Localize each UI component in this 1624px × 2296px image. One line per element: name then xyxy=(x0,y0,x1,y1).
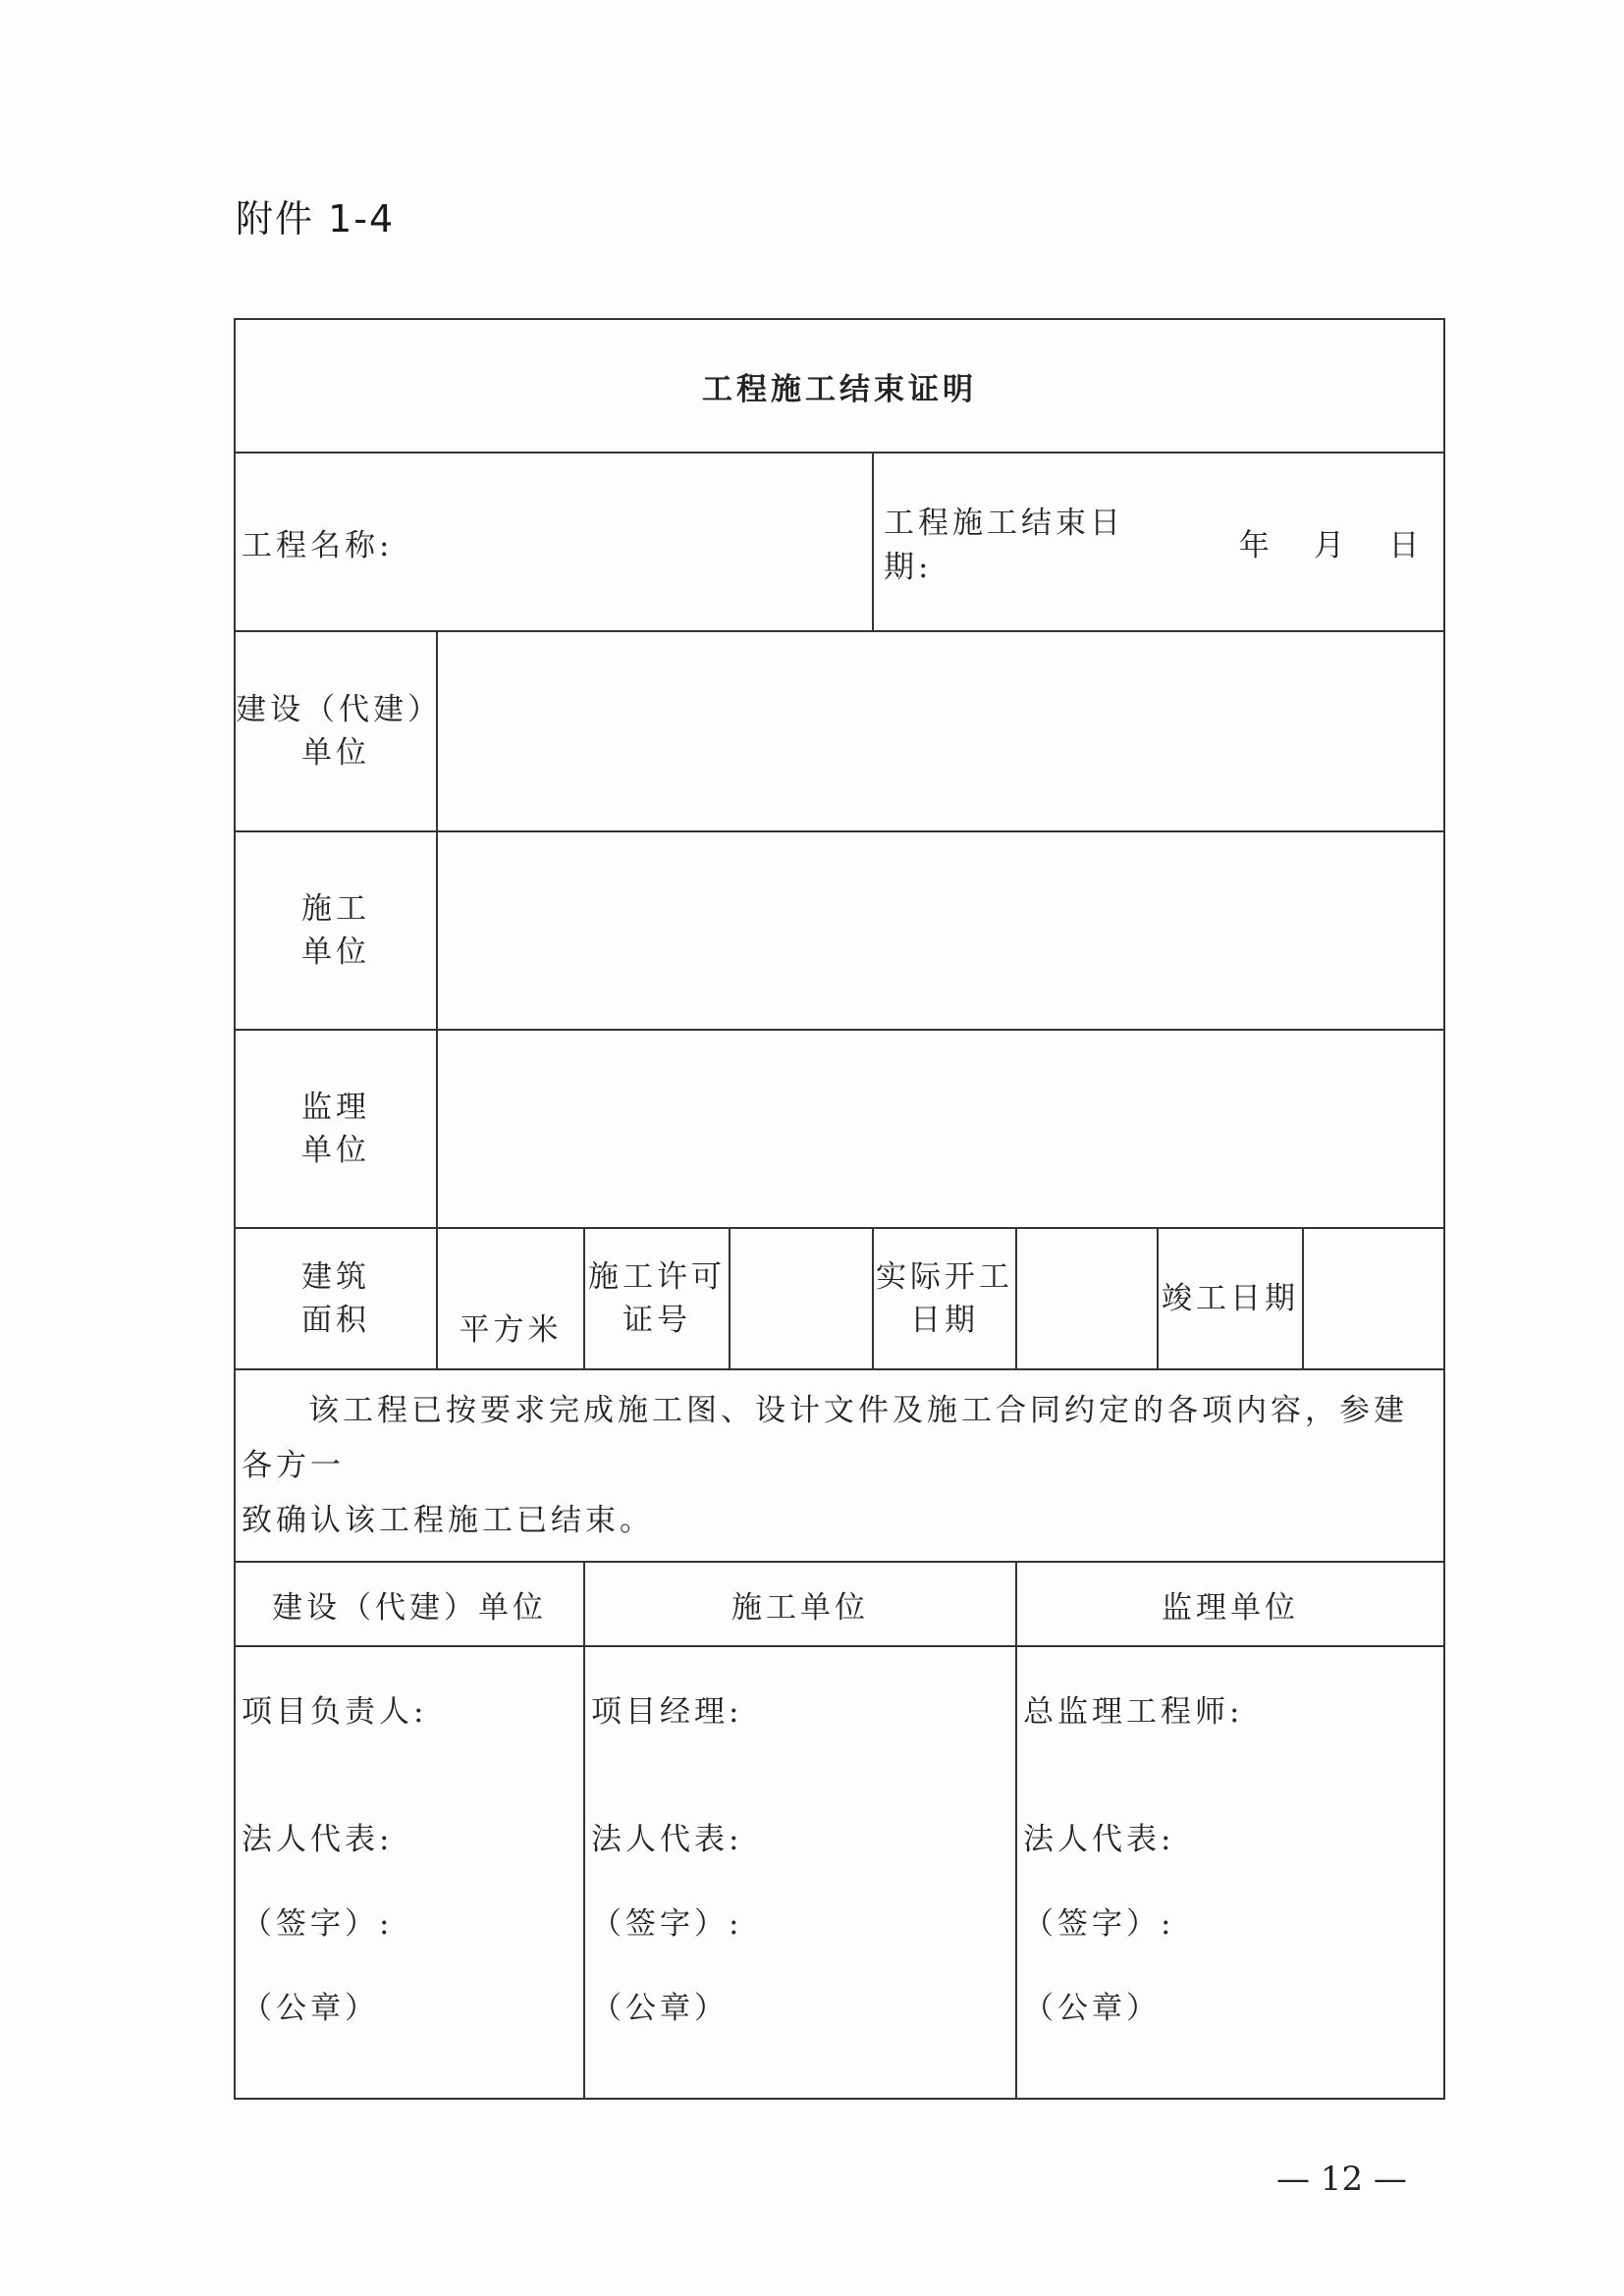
building-area-field[interactable] xyxy=(437,1228,584,1369)
legal-representative-label: 法人代表: xyxy=(1023,1822,1175,1857)
project-name-cell[interactable] xyxy=(235,453,873,631)
building-area-label: 建筑 面积 xyxy=(235,1228,437,1369)
column-header-builder: 建设（代建）单位 xyxy=(235,1562,584,1646)
chief-supervisor-label: 总监理工程师: xyxy=(1023,1694,1244,1730)
form-title: 工程施工结束证明 xyxy=(235,319,1444,453)
seal-label: （公章） xyxy=(1023,1991,1161,2026)
signature-label: （签字）: xyxy=(1023,1906,1175,1942)
legal-representative-label: 法人代表: xyxy=(591,1822,743,1857)
actual-start-date-field[interactable] xyxy=(1016,1228,1158,1369)
completion-date-label: 竣工日期 xyxy=(1158,1228,1303,1369)
end-date-cell[interactable] xyxy=(873,453,1444,631)
permit-number-field[interactable] xyxy=(730,1228,873,1369)
actual-start-date-label: 实际开工 日期 xyxy=(873,1228,1016,1369)
builder-signature-cell[interactable] xyxy=(235,1646,584,2099)
end-date-label: 工程施工结束日期: xyxy=(884,506,1124,585)
permit-number-label: 施工许可 证号 xyxy=(584,1228,730,1369)
contractor-signature-cell[interactable] xyxy=(584,1646,1016,2099)
statement-line-2: 致确认该工程施工已结束。 xyxy=(242,1503,654,1538)
column-header-supervisor: 监理单位 xyxy=(1016,1562,1444,1646)
legal-representative-label: 法人代表: xyxy=(242,1822,394,1857)
attachment-label: 附件 1-4 xyxy=(236,197,396,240)
signature-label: （签字）: xyxy=(242,1906,394,1942)
supervisor-unit-label: 监理 单位 xyxy=(235,1030,437,1228)
seal-label: （公章） xyxy=(591,1991,729,2026)
seal-label: （公章） xyxy=(242,1991,379,2026)
project-leader-label: 项目负责人: xyxy=(242,1694,428,1730)
day-unit: 日 xyxy=(1388,527,1424,563)
supervisor-signature-cell[interactable] xyxy=(1016,1646,1444,2099)
project-manager-label: 项目经理: xyxy=(591,1694,743,1730)
completion-certificate-form xyxy=(234,318,1445,2100)
area-unit: 平方米 xyxy=(459,1312,563,1348)
supervisor-unit-field[interactable] xyxy=(437,1030,1444,1228)
contractor-unit-label: 施工 单位 xyxy=(235,831,437,1030)
completion-date-field[interactable] xyxy=(1303,1228,1444,1369)
page-number: — 12 — xyxy=(1276,2160,1407,2199)
contractor-unit-field[interactable] xyxy=(437,831,1444,1030)
builder-unit-field[interactable] xyxy=(437,631,1444,831)
year-unit: 年 xyxy=(1238,527,1273,563)
builder-unit-label: 建设（代建） 单位 xyxy=(235,631,437,831)
signature-label: （签字）: xyxy=(591,1906,743,1942)
statement-line-1: 该工程已按要求完成施工图、设计文件及施工合同约定的各项内容，参建各方一 xyxy=(242,1393,1408,1483)
month-unit: 月 xyxy=(1314,527,1349,563)
statement-cell xyxy=(235,1369,1444,1562)
project-name-label: 工程名称: xyxy=(242,527,394,563)
column-header-contractor: 施工单位 xyxy=(584,1562,1016,1646)
